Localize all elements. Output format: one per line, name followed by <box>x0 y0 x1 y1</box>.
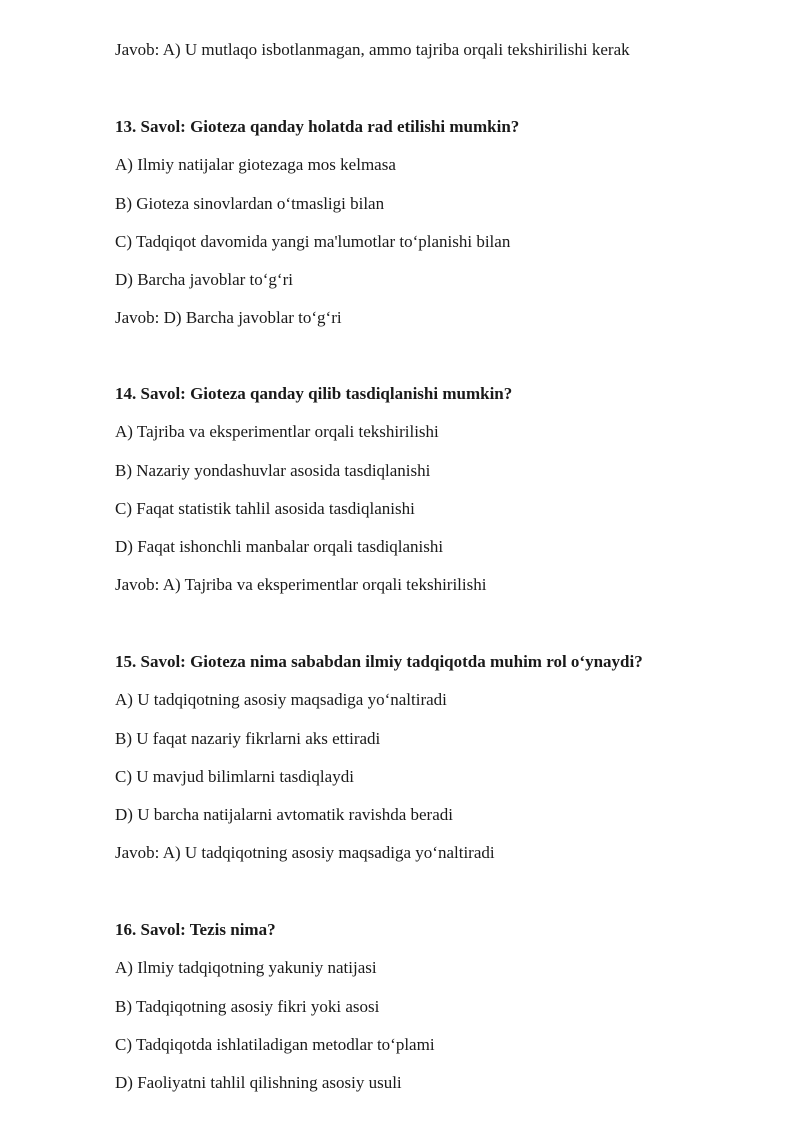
previous-answer-block <box>115 40 775 78</box>
option-d: D) Faoliyatni tahlil qilishning asosiy usuli <box>115 1073 402 1093</box>
option-c: C) Tadqiqot davomida yangi ma'lumotlar to‘planishi bilan <box>115 231 511 251</box>
option-a: A) U tadqiqotning asosiy maqsadiga yo‘naltiradi <box>115 690 447 710</box>
option-b: B) Tadqiqotning asosiy fikri yoki asosi <box>115 996 380 1016</box>
answer-line: Javob: A) U mutlaqo isbotlanmagan, ammo tajriba orqali tekshirilishi kerak <box>115 40 630 59</box>
option-a: A) Tajriba va eksperimentlar orqali tekshirilishi <box>115 422 439 442</box>
answer-line: Javob: D) Barcha javoblar to‘g‘ri <box>115 308 342 328</box>
answer-line: Javob: A) Tajriba va eksperimentlar orqali tekshirilishi <box>115 575 487 595</box>
option-c: C) U mavjud bilimlarni tasdiqlaydi <box>115 766 354 786</box>
question-14 <box>115 384 775 614</box>
option-d: D) Faqat ishonchli manbalar orqali tasdiqlanishi <box>115 537 444 557</box>
option-b: B) Nazariy yondashuvlar asosida tasdiqlanishi <box>115 460 431 480</box>
question-13 <box>115 117 775 347</box>
option-b: B) U faqat nazariy fikrlarni aks ettiradi <box>115 728 381 748</box>
option-c: C) Tadqiqotda ishlatiladigan metodlar to‘plami <box>115 1034 435 1054</box>
answer-line: Javob: A) U tadqiqotning asosiy maqsadiga yo‘naltiradi <box>115 843 495 863</box>
option-b: B) Gioteza sinovlardan o‘tmasligi bilan <box>115 193 385 213</box>
option-d: D) Barcha javoblar to‘g‘ri <box>115 270 293 290</box>
question-title: 16. Savol: Tezis nima? <box>115 920 276 939</box>
question-15 <box>115 652 775 882</box>
question-title: 15. Savol: Gioteza nima sababdan ilmiy tadqiqotda muhim rol o‘ynaydi? <box>115 652 643 671</box>
question-title: 14. Savol: Gioteza qanday qilib tasdiqlanishi mumkin? <box>115 384 513 403</box>
option-a: A) Ilmiy natijalar giotezaga mos kelmasa <box>115 155 396 175</box>
question-16 <box>115 920 775 1111</box>
question-title: 13. Savol: Gioteza qanday holatda rad etilishi mumkin? <box>115 117 520 136</box>
option-d: D) U barcha natijalarni avtomatik ravishda beradi <box>115 805 453 825</box>
option-a: A) Ilmiy tadqiqotning yakuniy natijasi <box>115 958 377 978</box>
option-c: C) Faqat statistik tahlil asosida tasdiqlanishi <box>115 498 415 518</box>
